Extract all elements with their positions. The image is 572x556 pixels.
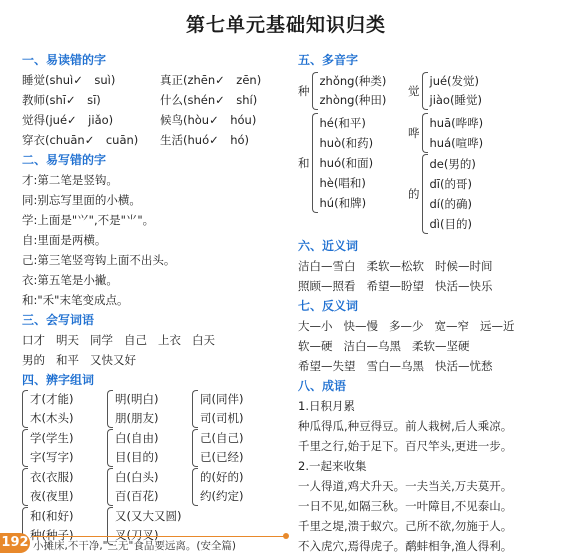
miswritten-line: 才:第二笔是竖钩。 [22,173,118,187]
section-heading-polyphone: 五、多音字 [298,53,359,67]
left-column [22,50,277,545]
misread-row: 睡觉(shuì✓ suì) 真正(zhēn✓ zēn) [22,73,262,87]
section-heading-distinguish: 四、辨字组词 [22,373,95,387]
footer-dot-icon [283,533,289,539]
char-group: 和(和好) 种(种子) [22,507,107,545]
char-group: 明(明白) 朋(朋友) [107,390,192,428]
misread-row: 教师(shī✓ sī) 什么(shén✓ shí) [22,93,258,107]
char-group: 白(自由) 目(目的) [107,429,192,467]
char-group: 白(白头) 百(百花) [107,468,192,506]
char-group: 的(好的) 约(约定) [192,468,277,506]
antonym-row: 希望—失望 雪白—乌黑 快活—忧愁 [298,359,493,373]
polyphone-group: 和 hé(和平) huò(和药) huó(和面) hè(唱和) hú(和牌) [298,113,408,213]
misread-row: 觉得(jué✓ jiǎo) 候鸟(hòu✓ hóu) [22,113,257,127]
section-heading-synonyms: 六、近义词 [298,239,359,253]
polyphone-group: 的 de(男的) dī(的哥) dí(的确) dì(目的) [408,154,483,234]
distinguish-grid [22,390,277,545]
section-heading-antonyms: 七、反义词 [298,299,359,313]
miswritten-line: 衣:第五笔是小撇。 [22,273,118,287]
section-heading-words: 三、会写词语 [22,313,95,327]
antonym-row: 软—硬 洁白—乌黑 柔软—坚硬 [298,339,470,353]
polyphone-group: 哗 huā(哗哗) huá(喧哗) [408,113,483,153]
page-number: 192 [0,533,30,553]
miswritten-line: 己:第三笔竖弯钩上面不出头。 [22,253,176,267]
antonym-row: 大—小 快—慢 多—少 宽—窄 远—近 [298,319,515,333]
char-group: 己(自己) 已(已经) [192,429,277,467]
section-heading-miswritten: 二、易写错的字 [22,153,107,167]
synonym-row: 照顾—照看 希望—盼望 快活—快乐 [298,279,493,293]
polyphone-group: 种 zhǒng(种类) zhòng(种田) [298,72,408,110]
synonym-row: 洁白—雪白 柔软—松软 时候—时间 [298,259,493,273]
idiom-line: 一日不见,如隔三秋。一叶障目,不见泰山。 [298,499,513,513]
page-title: 第七单元基础知识归类 [185,14,386,36]
polyphone-row [298,72,560,110]
char-group: 衣(衣服) 夜(夜里) [22,468,107,506]
char-group: 才(才能) 木(木头) [22,390,107,428]
miswritten-line: 自:里面是两横。 [22,233,107,247]
char-group: 学(学生) 字(写字) [22,429,107,467]
idiom-line: 千里之堤,溃于蚁穴。己所不欲,勿施于人。 [298,519,513,533]
page-footer [0,532,572,555]
miswritten-line: 学:上面是"⺍",不是"⺌"。 [22,213,155,227]
right-column [298,50,560,556]
polyphone-row [298,113,560,234]
words-row: 男的 和平 又快又好 [22,353,136,367]
idiom-line: 2.一起来收集 [298,459,367,473]
section-heading-idioms: 八、成语 [298,379,347,393]
miswritten-line: 同:别忘写里面的小横。 [22,193,141,207]
miswritten-line: 和:"禾"末笔变成点。 [22,293,129,307]
idiom-line: 1.日积月累 [298,399,355,413]
words-row: 口才 明天 同学 自己 上衣 白天 [22,333,215,347]
char-group: 同(同伴) 司(司机) [192,390,277,428]
polyphone-group: 觉 jué(发觉) jiào(睡觉) [408,72,482,110]
idiom-line: 不入虎穴,焉得虎子。鹬蚌相争,渔人得利。 [298,539,513,553]
idiom-line: 种瓜得瓜,种豆得豆。前人栽树,后人乘凉。 [298,419,513,433]
footer-divider [32,536,287,537]
misread-row: 穿衣(chuān✓ cuān) 生活(huó✓ hó) [22,133,250,147]
idiom-line: 一人得道,鸡犬升天。一夫当关,万夫莫开。 [298,479,513,493]
section-heading-misread: 一、易读错的字 [22,53,107,67]
footer-tip: 小摊床,不干净,"三无"食品要远离。(安全篇) [33,540,237,552]
idiom-line: 千里之行,始于足下。百尺竿头,更进一步。 [298,439,513,453]
char-group: 又(又大又圆) 叉(刀叉) [107,507,277,545]
